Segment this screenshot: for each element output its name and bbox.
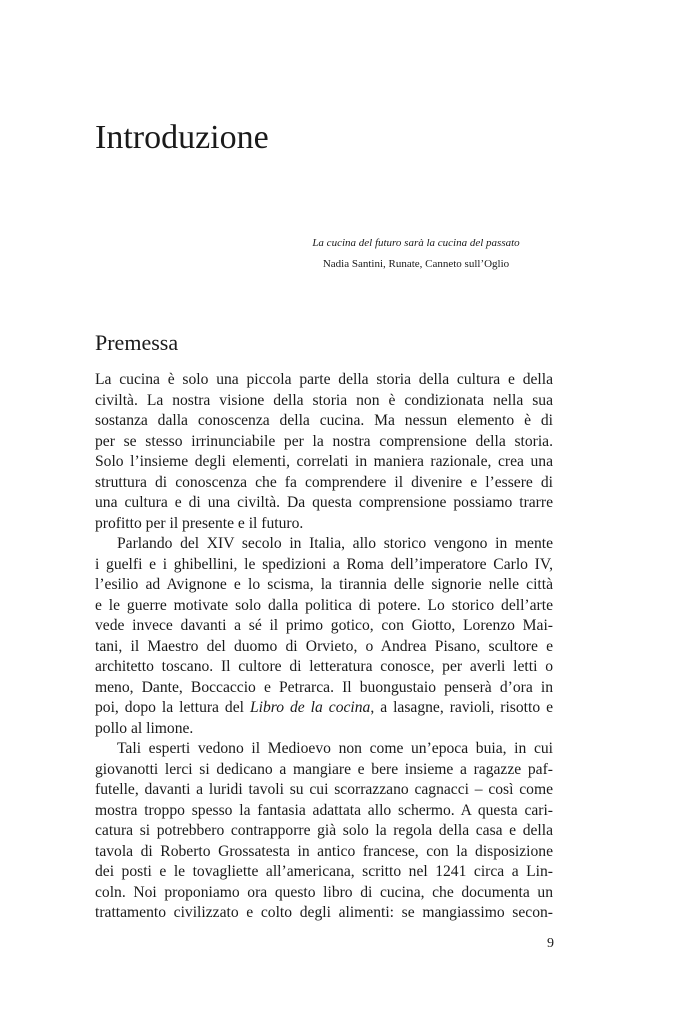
text-line: mostra troppo spesso la fantasia adattata allo schermo. A questa cari- [95, 801, 553, 819]
text-line: una cultura e di una civiltà. Da questa comprensione possiamo trarre [95, 494, 553, 511]
text-line: tani, il Maestro del duomo di Orvieto, o Andrea Pisano, scultore e [95, 637, 553, 655]
text-line: futelle, davanti a luridi tavoli su cui scorrazzano cagnacci – così come [95, 781, 553, 798]
text-line: giovanotti lerci si dedicano a mangiare e bere insieme a ragazze paf- [95, 760, 553, 778]
text-line: civiltà. La nostra visione della storia non è condizionata nella sua [95, 391, 553, 409]
text-line: Solo l’insieme degli elementi, correlati in maniera razionale, crea una [95, 453, 553, 470]
epigraph-quote: La cucina del futuro sarà la cucina del passato [312, 237, 520, 249]
epigraph-source: Nadia Santini, Runate, Canneto sull’Oglio [322, 258, 510, 270]
text-line: La cucina è solo una piccola parte della storia della cultura e della [95, 371, 553, 388]
text-line: pollo al limone. [95, 719, 194, 737]
text-line: meno, Dante, Boccaccio e Petrarca. Il buongustaio penserà d’ora in [95, 678, 553, 696]
book-title: Libro de la cocina [249, 699, 371, 716]
text-line: Tali esperti vedono il Medioevo non come un’epoca buia, in cui [117, 740, 553, 757]
text-line: per se stesso irrinunciabile per la nostra comprensione della storia. [95, 432, 553, 450]
text-line: i guelfi e i ghibellini, le spedizioni a Roma dell’imperatore Carlo IV, [95, 555, 553, 573]
text-line: trattamento civilizzato e colto degli alimenti: se mangiassimo secon- [95, 904, 553, 921]
text-line: coln. Noi proponiamo ora questo libro di cucina, che documenta un [95, 883, 553, 901]
text-line: catura si potrebbero contrapporre già solo la regola della casa e della [95, 822, 553, 839]
text-line: l’esilio ad Avignone e lo scisma, la tirannia delle signorie nelle città [95, 576, 553, 593]
text-line: profitto per il presente e il futuro. [95, 514, 304, 532]
page-number: 9 [547, 936, 554, 951]
text-segment: poi, dopo la lettura del [95, 699, 250, 716]
section-title: Premessa [95, 330, 179, 355]
body-text [95, 370, 553, 924]
text-line: sostanza dalla conoscenza della cucina. Ma nessun elemento è di [95, 412, 553, 429]
text-line: e le guerre motivate solo dalla politica di potere. Lo storico dell’arte [95, 596, 553, 614]
text-line: struttura di conoscenza che fa comprendere il divenire e l’essere di [95, 473, 553, 491]
chapter-title: Introduzione [95, 119, 269, 156]
text-line-mixed [95, 698, 553, 719]
text-line: vede invece davanti a sé il primo gotico, con Giotto, Lorenzo Mai- [95, 617, 553, 634]
epigraph [300, 235, 532, 272]
text-line: Parlando del XIV secolo in Italia, allo storico vengono in mente [117, 535, 553, 552]
text-segment: , a lasagne, ravioli, risotto e [370, 699, 553, 716]
text-line: architetto toscano. Il cultore di letteratura conosce, per averli letti o [95, 658, 553, 675]
text-line: tavola di Roberto Grossatesta in antico francese, con la disposizione [95, 842, 553, 860]
text-line: dei posti e le tovagliette all’americana, scritto nel 1241 circa a Lin- [95, 863, 553, 880]
